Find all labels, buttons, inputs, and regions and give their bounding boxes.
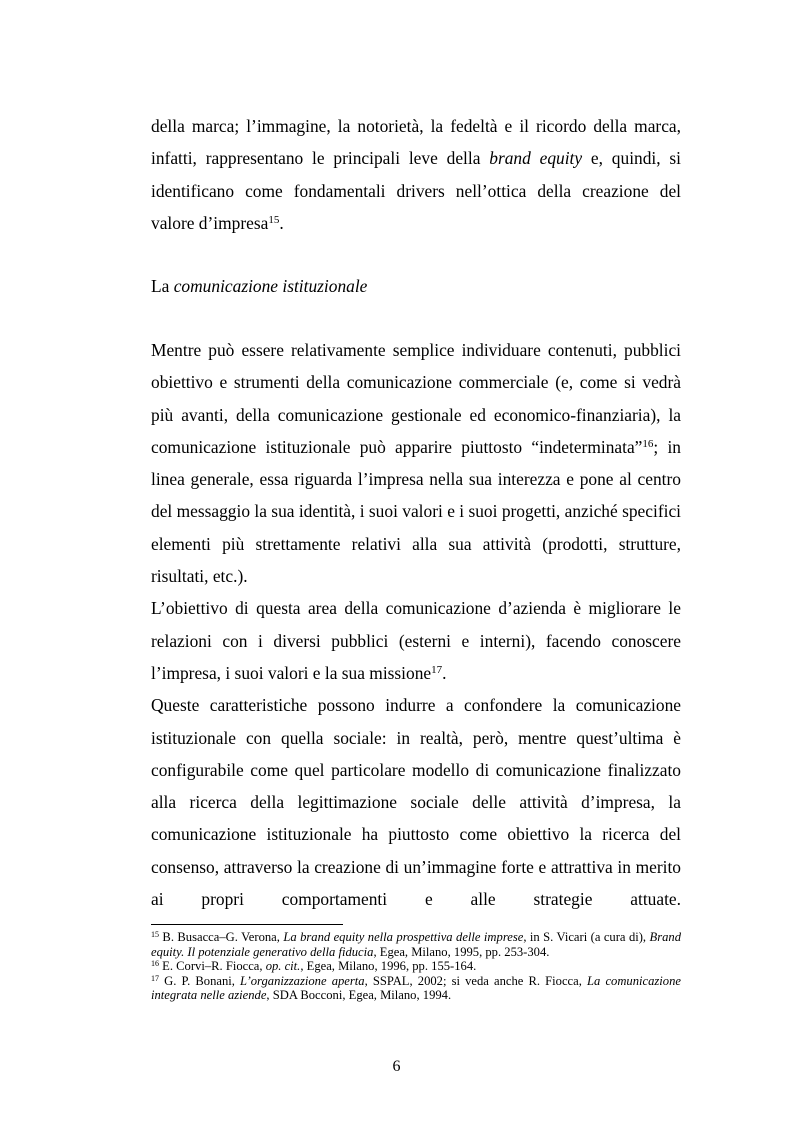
paragraph-text: Mentre può essere relativamente semplice individuare contenuti, pubblici obiettivo e strumenti della comunicazione commerciale (e, come si vedrà più avanti, della comunicazione gestionale ed economico-finanziaria), la comunicazione istituzionale può apparire piuttosto “indeterminata” bbox=[151, 340, 681, 457]
paragraph bbox=[151, 110, 681, 239]
footnote-text: , Egea, Milano, 1996, pp. 155-164. bbox=[300, 959, 477, 974]
footnote-title: Brand equity. Il potenziale generativo della fiducia bbox=[151, 930, 681, 959]
footnote-text: , SSPAL, 2002; si veda anche R. Fiocca, bbox=[364, 973, 588, 988]
footnote-separator bbox=[151, 924, 343, 925]
section-heading bbox=[151, 270, 367, 302]
footnote-text: E. Corvi–R. Fiocca, bbox=[159, 959, 266, 974]
paragraph-text: L’obiettivo di questa area della comunicazione d’azienda è migliorare le relazioni con i diversi pubblici (esterni e interni), facendo conoscere l’impresa, i suoi valori e la sua missione bbox=[151, 598, 681, 683]
paragraph-text: . bbox=[279, 212, 284, 233]
footnotes bbox=[151, 930, 681, 1003]
body-text-main bbox=[151, 334, 681, 915]
footnote-title: op. cit. bbox=[265, 959, 301, 974]
footnote-text: B. Busacca–G. Verona, bbox=[159, 930, 284, 944]
heading-prefix: La bbox=[151, 276, 174, 296]
page-number: 6 bbox=[392, 1058, 401, 1075]
footnote-title: La brand equity nella prospettiva delle imprese bbox=[283, 930, 524, 944]
paragraph bbox=[151, 592, 681, 689]
paragraph-text: . bbox=[442, 662, 447, 683]
footnote-title: L’organizzazione aperta bbox=[240, 973, 365, 988]
footnote-text: , SDA Bocconi, Egea, Milano, 1994. bbox=[266, 988, 452, 1003]
footnote-title: La comunicazione integrata nelle aziende bbox=[151, 973, 681, 1003]
footnote bbox=[151, 930, 681, 959]
paragraph-text: Queste caratteristiche possono indurre a confondere la comunicazione istituzionale con quella sociale: in realtà, però, mentre quest’ultima è configurabile come quel particolare modello di comunicazione finalizzato alla ricerca della legittimazione sociale delle attività d’impresa, la comunicazione istituzionale ha piuttosto come obiettivo la ricerca del consenso, attraverso la creazione di un’immagine forte e attrattiva in merito ai propri comportamenti e alle strategie attuate. bbox=[151, 695, 681, 910]
paragraph-text: e, quindi, si identificano come fondamentali drivers nell’ottica della creazione del valore d’impresa bbox=[151, 148, 682, 233]
paragraph-text: della marca; l’immagine, la notorietà, la fedeltà e il ricordo della marca, infatti, rappresentano le principali leve della bbox=[151, 116, 681, 169]
footnote-reference[interactable]: 17 bbox=[431, 663, 443, 676]
footnote-text: , Egea, Milano, 1995, pp. 253-304. bbox=[373, 944, 550, 959]
paragraph bbox=[151, 334, 681, 592]
footnote bbox=[151, 974, 681, 1003]
body-text-top bbox=[151, 110, 681, 239]
paragraph-text: ; in linea generale, essa riguarda l’impresa nella sua interezza e pone al centro del messaggio la sua identità, i suoi valori e i suoi progetti, anziché specifici elementi più strettamente relativi alla sua attività (prodotti, strutture, risultati, etc.). bbox=[151, 436, 681, 587]
footnote-number: 15 bbox=[151, 930, 159, 939]
footnote-number: 17 bbox=[151, 973, 159, 983]
footnote-number: 16 bbox=[151, 959, 159, 969]
paragraph bbox=[151, 689, 681, 915]
italic-term: brand equity bbox=[489, 148, 583, 169]
footnote bbox=[151, 959, 681, 974]
heading-italic: comunicazione istituzionale bbox=[173, 276, 368, 296]
footnote-reference[interactable]: 16 bbox=[642, 437, 654, 450]
footnote-text: G. P. Bonani, bbox=[159, 973, 241, 988]
footnote-reference[interactable]: 15 bbox=[268, 213, 280, 226]
footnote-text: , in S. Vicari (a cura di), bbox=[523, 930, 650, 944]
